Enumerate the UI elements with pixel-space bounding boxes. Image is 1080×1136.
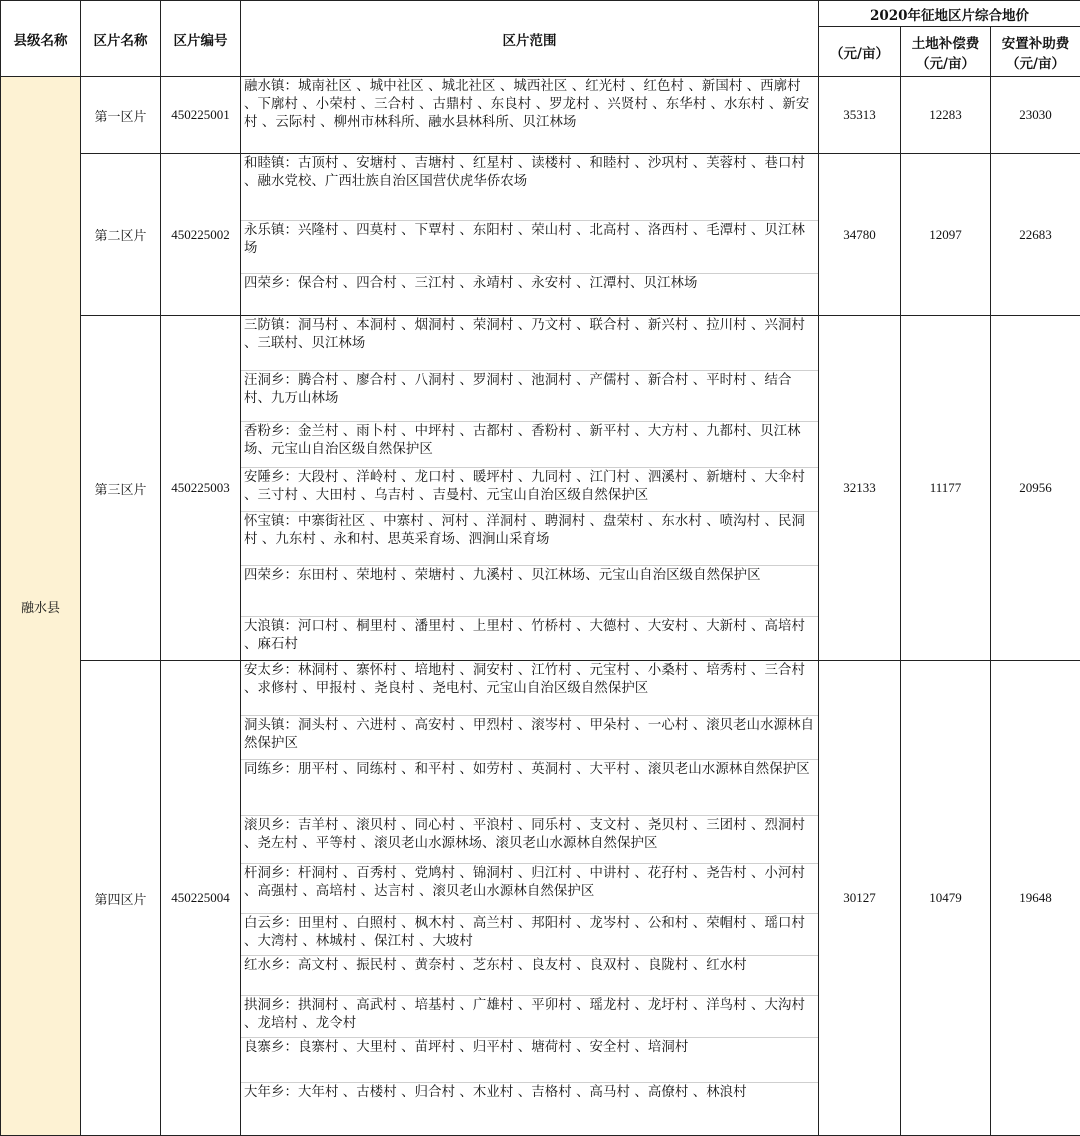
- land-compensation-cell: 10479: [901, 661, 991, 1136]
- range-entry: 香粉乡：金兰村 、雨卜村 、中坪村 、古都村 、香粉村 、新平村 、大方村 、九都村、贝江林场、元宝山自治区级自然保护区: [241, 421, 818, 467]
- zone-row: [1, 77, 1080, 154]
- land-compensation-cell: 11177: [901, 316, 991, 661]
- zone-name-cell: 第二区片: [81, 154, 161, 316]
- unit-price-cell: 30127: [819, 661, 901, 1136]
- range-entry: 白云乡：田里村 、白照村 、枫木村 、高兰村 、邦阳村 、龙岑村 、公和村 、荣帽村 、瑶口村 、大湾村 、林城村 、保江村 、大坡村: [241, 913, 818, 955]
- range-entry: 怀宝镇：中寨街社区 、中寨村 、河村 、洋洞村 、聘洞村 、盘荣村 、东水村 、喷沟村 、民洞村 、九东村 、永和村、思英采育场、泗涧山采育场: [241, 511, 818, 565]
- range-entry: 和睦镇：古顶村 、安塘村 、吉塘村 、红星村 、读楼村 、和睦村 、沙巩村 、芙蓉村 、巷口村 、融水党校、广西壮族自治区国营伏虎华侨农场: [241, 154, 818, 220]
- header-county: 县级名称: [1, 1, 81, 77]
- range-entry: 融水镇：城南社区 、城中社区 、城北社区 、城西社区 、红光村 、红色村 、新国村 、西廓村 、下廓村 、小荣村 、三合村 、古鼎村 、东良村 、罗龙村 、兴贤村 、东华村 、水东村 、新安村 、云际村 、柳州市林科所、融水县林科所、贝江林场: [241, 77, 818, 153]
- zone-name-cell: 第一区片: [81, 77, 161, 154]
- zone-range-cell: [241, 661, 819, 1136]
- unit-price-cell: 32133: [819, 316, 901, 661]
- range-entry: 滚贝乡：吉羊村 、滚贝村 、同心村 、平浪村 、同乐村 、支文村 、尧贝村 、三团村 、烈洞村 、尧左村 、平等村 、滚贝老山水源林场、滚贝老山水源林自然保护区: [241, 815, 818, 863]
- header-price-group: 2020年征地区片综合地价: [819, 1, 1080, 27]
- range-entry: 杆洞乡：杆洞村 、百秀村 、党鸠村 、锦洞村 、归江村 、中讲村 、花孖村 、尧告村 、小河村 、高强村 、高培村 、达言村 、滚贝老山水源林自然保护区: [241, 863, 818, 913]
- county-cell: 融水县: [1, 77, 81, 1136]
- zone-range-cell: [241, 154, 819, 316]
- land-compensation-cell: 12097: [901, 154, 991, 316]
- range-entry: 大浪镇：河口村 、桐里村 、潘里村 、上里村 、竹桥村 、大德村 、大安村 、大新村 、高培村 、麻石村: [241, 616, 818, 660]
- land-compensation-cell: 12283: [901, 77, 991, 154]
- range-entry: 永乐镇：兴隆村 、四莫村 、下覃村 、东阳村 、荣山村 、北高村 、洛西村 、毛潭村 、贝江林场: [241, 220, 818, 273]
- range-entry: 汪洞乡：腾合村 、廖合村 、八洞村 、罗洞村 、池洞村 、产儒村 、新合村 、平时村 、结合村、九万山林场: [241, 370, 818, 421]
- zone-name-cell: 第四区片: [81, 661, 161, 1136]
- unit-price-cell: 35313: [819, 77, 901, 154]
- range-entry: 洞头镇：洞头村 、六进村 、高安村 、甲烈村 、滚岑村 、甲朵村 、一心村 、滚贝老山水源林自然保护区: [241, 715, 818, 759]
- range-entry: 拱洞乡：拱洞村 、高武村 、培基村 、广雄村 、平卯村 、瑶龙村 、龙圩村 、洋鸟村 、大沟村 、龙培村 、龙令村: [241, 995, 818, 1037]
- zone-range-cell: [241, 316, 819, 661]
- range-entry: 同练乡：朋平村 、同练村 、和平村 、如劳村 、英洞村 、大平村 、滚贝老山水源林自然保护区: [241, 759, 818, 815]
- range-entry: 安陲乡：大段村 、洋岭村 、龙口村 、暖坪村 、九同村 、江门村 、泗溪村 、新塘村 、大伞村 、三寸村 、大田村 、乌吉村 、吉曼村、元宝山自治区级自然保护区: [241, 467, 818, 511]
- range-entry: 四荣乡：东田村 、荣地村 、荣塘村 、九溪村 、贝江林场、元宝山自治区级自然保护区: [241, 565, 818, 616]
- range-entry: 安太乡：林洞村 、寨怀村 、培地村 、洞安村 、江竹村 、元宝村 、小桑村 、培秀村 、三合村 、求修村 、甲报村 、尧良村 、尧电村、元宝山自治区级自然保护区: [241, 661, 818, 715]
- zone-name-cell: 第三区片: [81, 316, 161, 661]
- zone-code-cell: 450225001: [161, 77, 241, 154]
- resettlement-cell: 19648: [991, 661, 1080, 1136]
- resettlement-cell: 23030: [991, 77, 1080, 154]
- range-entry: 大年乡：大年村 、古楼村 、归合村 、木业村 、吉格村 、高马村 、高僚村 、林浪村: [241, 1082, 818, 1135]
- zone-row: [1, 154, 1080, 316]
- header-resettlement: 安置补助费（元/亩）: [991, 27, 1080, 77]
- header-unit-price: （元/亩）: [819, 27, 901, 77]
- header-land-compensation: 土地补偿费（元/亩）: [901, 27, 991, 77]
- range-entry: 四荣乡：保合村 、四合村 、三江村 、永靖村 、永安村 、江潭村、贝江林场: [241, 273, 818, 315]
- header-zone-name: 区片名称: [81, 1, 161, 77]
- zone-code-cell: 450225002: [161, 154, 241, 316]
- range-entry: 红水乡：高文村 、振民村 、黄奈村 、芝东村 、良友村 、良双村 、良陇村 、红水村: [241, 955, 818, 995]
- resettlement-cell: 20956: [991, 316, 1080, 661]
- zone-row: [1, 316, 1080, 661]
- header-zone-range: 区片范围: [241, 1, 819, 77]
- zone-range-cell: [241, 77, 819, 154]
- zone-row: [1, 661, 1080, 1136]
- unit-price-cell: 34780: [819, 154, 901, 316]
- resettlement-cell: 22683: [991, 154, 1080, 316]
- header-zone-code: 区片编号: [161, 1, 241, 77]
- zone-code-cell: 450225003: [161, 316, 241, 661]
- range-entry: 良寨乡：良寨村 、大里村 、苗坪村 、归平村 、塘荷村 、安全村 、培洞村: [241, 1037, 818, 1082]
- zone-code-cell: 450225004: [161, 661, 241, 1136]
- range-entry: 三防镇：洞马村 、本洞村 、烟洞村 、荣洞村 、乃文村 、联合村 、新兴村 、拉川村 、兴洞村 、三联村、贝江林场: [241, 316, 818, 370]
